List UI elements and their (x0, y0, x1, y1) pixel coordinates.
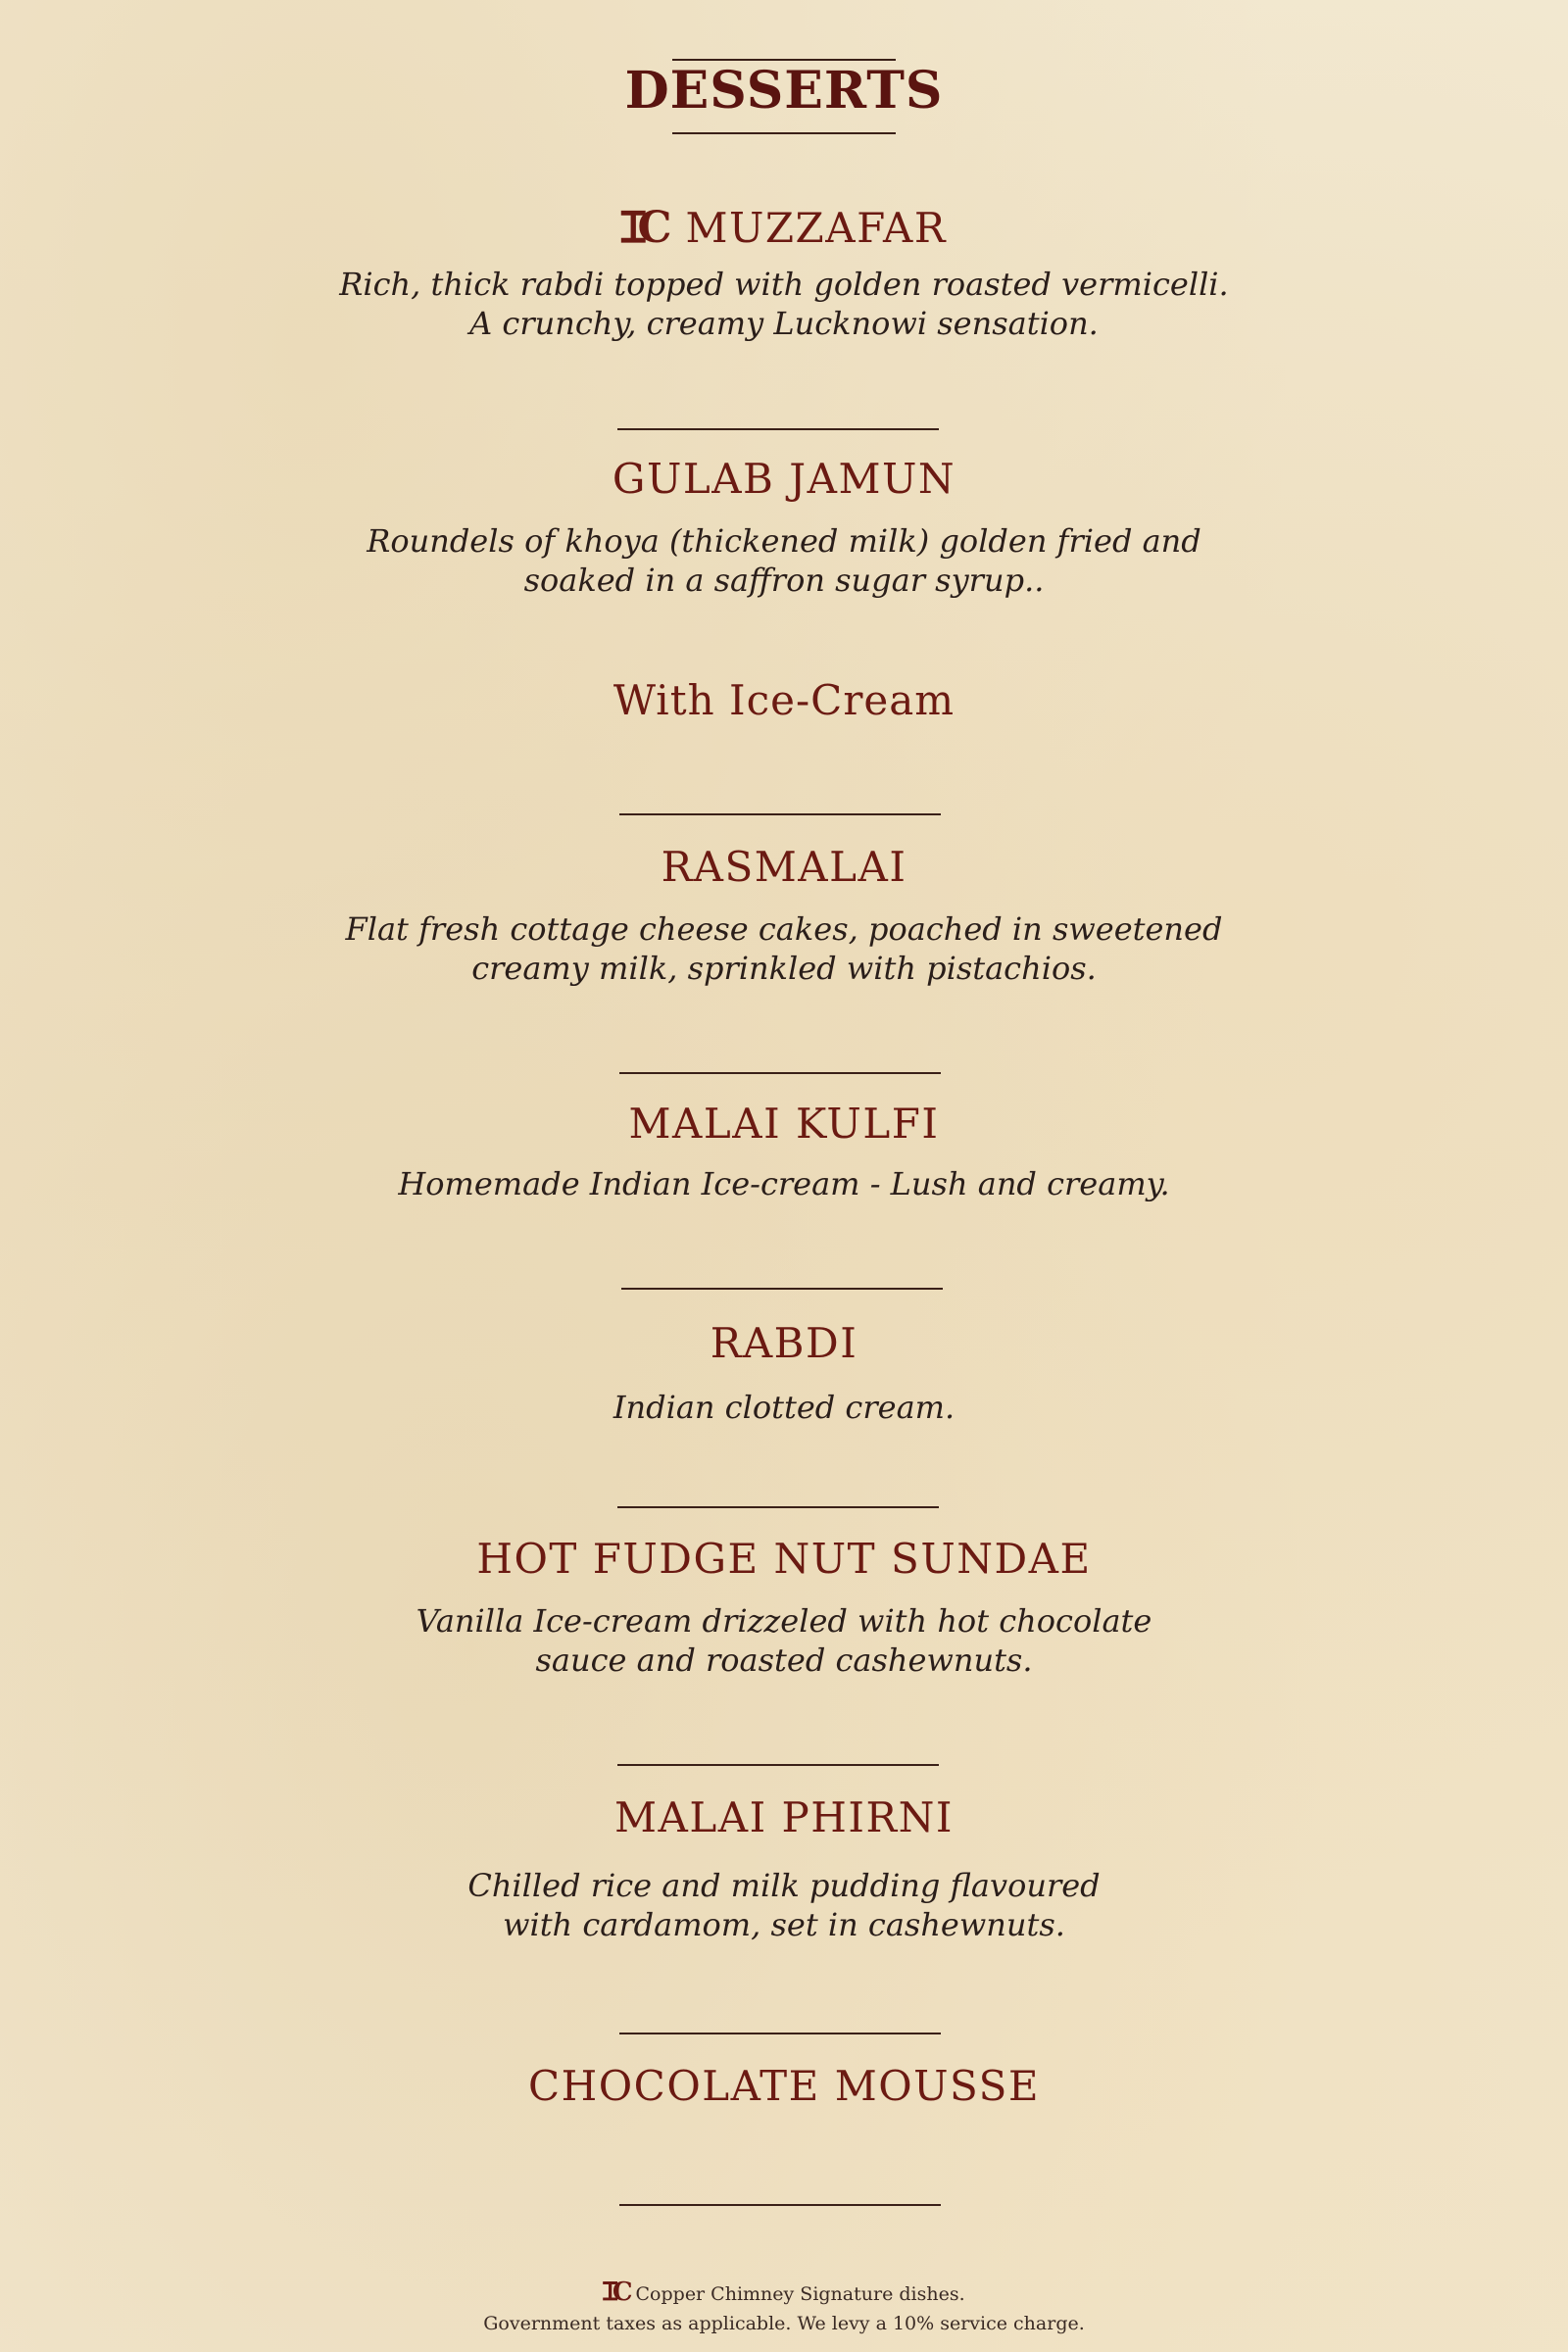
signature-dish-icon: ꞮC (620, 203, 664, 253)
menu-item-name: ꞮC MUZZAFAR (0, 196, 1568, 255)
title-rule-bottom (672, 132, 896, 134)
footer-tax-note: Government taxes as applicable. We levy a 10% service charge. (483, 2313, 1085, 2334)
menu-item-name: RABDI (710, 1319, 858, 1367)
divider (617, 1506, 939, 1508)
menu-item-description: Indian clotted cream. (612, 1389, 956, 1426)
menu-item-description: Vanilla Ice-cream drizzeled with hot chocolate sauce and roasted cashewnuts. (416, 1602, 1152, 1679)
menu-item-description: Chilled rice and milk pudding flavoured with cardamom, set in cashewnuts. (467, 1867, 1101, 1943)
menu-item-name: HOT FUDGE NUT SUNDAE (476, 1535, 1092, 1583)
menu-item-description: Homemade Indian Ice-cream - Lush and creamy. (398, 1165, 1170, 1202)
signature-dish-icon: ꞮC (603, 2278, 628, 2307)
section-title: DESSERTS (624, 61, 944, 121)
menu-item-name: GULAB JAMUN (612, 455, 956, 503)
divider (619, 2033, 941, 2034)
menu-item-name: CHOCOLATE MOUSSE (527, 2062, 1040, 2110)
menu-item-variant: With Ice-Cream (612, 676, 956, 724)
menu-item-name: MALAI PHIRNI (614, 1793, 954, 1841)
divider (617, 428, 939, 430)
divider (621, 1288, 943, 1290)
menu-item-name: RASMALAI (661, 843, 907, 891)
footer-signature-note: ꞮC Copper Chimney Signature dishes. (603, 2278, 965, 2307)
footer (0, 2278, 1568, 2338)
divider (619, 1072, 941, 1074)
divider (617, 1764, 939, 1766)
menu-item-name: MALAI KULFI (628, 1100, 940, 1148)
divider (619, 813, 941, 815)
menu-item-description: Flat fresh cottage cheese cakes, poached in sweetened creamy milk, sprinkled with pistachios. (345, 910, 1223, 987)
menu-item-description: Roundels of khoya (thickened milk) golden fried and soaked in a saffron sugar syrup.. (367, 522, 1201, 599)
menu-item-description: Rich, thick rabdi topped with golden roasted vermicelli. A crunchy, creamy Lucknowi sensation. (339, 266, 1229, 342)
divider (619, 2204, 941, 2206)
